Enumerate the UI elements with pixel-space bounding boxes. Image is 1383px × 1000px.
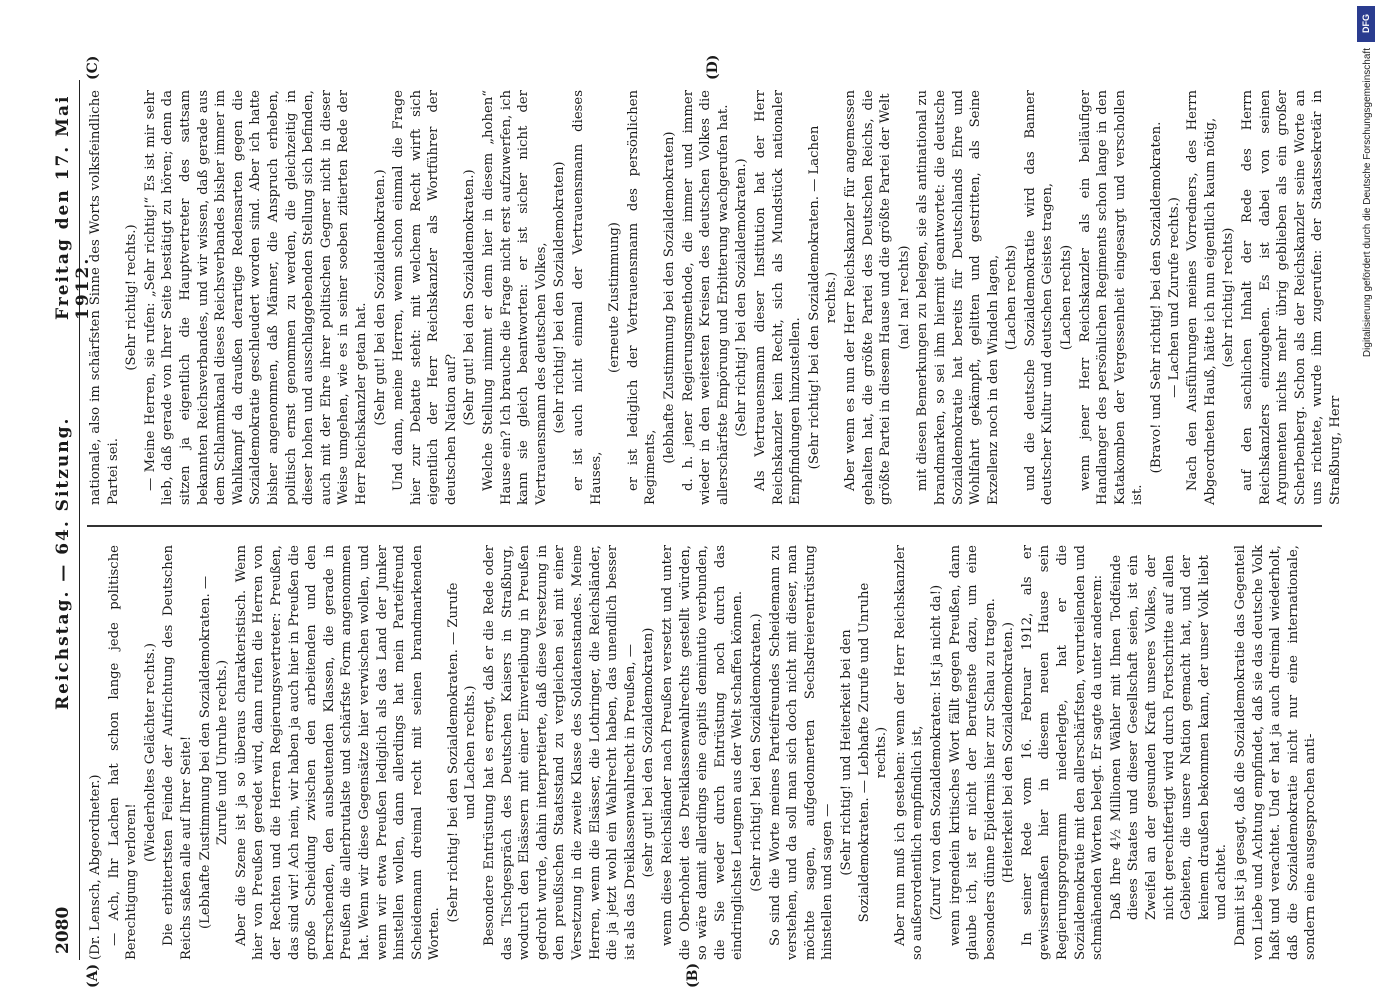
interjection: (Lachen rechts): [1059, 244, 1075, 351]
paragraph: mit diesen Bemerkungen zu belegen, sie als antinational zu brandmarken, so sei ihm hiermit geantwortet: die deutsche Sozialdemokratie hat bereits für Deutschlands Ehre und Wohlfahrt gekämpft, gelitten und gestritten, als Seine Exzellenz noch in den Windeln lagen,: [915, 90, 1001, 505]
header-date: Freitag den 17. Mai 1912.: [53, 94, 93, 320]
paragraph: wenn irgendein kritisches Wort fällt gegen Preußen, dann glaube ich, ist er nicht der Berufenste dazu, um eine besonders dünne Epidermis hier zur Schau zu tragen.: [947, 545, 998, 960]
interjection: (lebhafte Zustimmung bei den Sozialdemokraten): [662, 131, 677, 464]
paragraph: er ist lediglich der Vertrauensmann des persönlichen Regiments,: [625, 90, 659, 505]
paragraph: Nach den Ausführungen meines Vorredners, des Herrn Abgeordneten Hauß, hätte ich nun eigentlich kaum nötig,: [1185, 90, 1218, 505]
text-column-right: [87, 90, 1343, 505]
scan-sidebar: [1355, 0, 1379, 1000]
paragraph: Welche Stellung nimmt er denn hier in diesem „hohen“ Hause ein? Ich brauche die Frage nicht erst aufzuwerfen, ich kann sie gleich beantworten: er ist sicher nicht der Vertrauensmann des deutschen Volkes,: [481, 90, 549, 505]
paragraph: d. h. jener Regierungsmethode, die immer und immer wieder in den weitesten Kreisen des deutschen Volkes die allerschärfste Empörung und Erbitterung wachgerufen hat.: [680, 90, 731, 505]
paragraph: Damit ist ja gesagt, daß die Sozialdemokratie das Gegenteil von Liebe und Achtung empfindet, daß sie das deutsche Volk haßt und verachtet. Und er hat ja auch dreimal wiederholt, daß die Sozialdemokratie nicht nur eine internationale, sondern eine ausgesprochen anti-: [1233, 545, 1319, 960]
paragraph: und die deutsche Sozialdemokratie wird das Banner deutscher Kultur und deutschen Geistes tragen,: [1022, 90, 1056, 505]
paragraph: nationale, also im schärfsten Sinne des Worts volksfeindliche Partei sei.: [88, 90, 121, 505]
interjection: (sehr richtig! rechts): [1221, 227, 1237, 368]
paragraph: wenn diese Reichsländer nach Preußen versetzt und unter die Oberhoheit des Dreiklassenwahlrechts gestellt würden, so wäre damit allerdings eine capitis deminutio verbunden, die Sie weder durch Entrüstung noch durch das eindringlichste Leugnen aus der Welt schaffen können.: [660, 545, 746, 960]
paragraph: So sind die Worte meines Parteifreundes Scheidemann zu verstehen, und da soll man sich doch nicht mit dieser, man möchte sagen, aufgedonnerten Sechsdreierentrüstung hinstellen und sagen —: [767, 545, 836, 960]
quotation: Daß Ihre 4½ Millionen Wähler mit Ihnen Todfeinde dieses Staates und dieser Gesellschaft seien, ist ein Zweifel an der gesunden Kraft unseres Volkes, der nicht gerechtfertigt wird durch Fortschritte auf allen Gebieten, die unsere Nation gemacht hat, und der keinem draußen bekommen kann, der unser Volk liebt und achtet.: [1108, 555, 1230, 920]
paragraph: — Meine Herren, sie rufen: „Sehr richtig!“ Es ist mir sehr lieb, daß gerade von Ihrer Seite bestätigt zu hören; denn da sitzen ja eigentlich die Hauptvertreter des sattsam bekannten Reichsverbandes, und wir wissen, daß gerade aus dem Schlammkanal dieses Reichsverbandes bisher immer im Wahlkampf da draußen derartige Redensarten gegen die Sozialdemokratie geschleudert worden sind. Aber ich hatte bisher angenommen, daß Männer, die Anspruch erheben, politisch ernst genommen zu werden, die gleichzeitig in dieser hohen und ausschlaggebenden Stellung sich befinden, auch mit der Ehre ihrer politischen Gegner nicht in dieser Weise umgehen, wie es in seiner soeben zitierten Rede der Herr Reichskanzler getan hat.: [142, 90, 369, 505]
interjection: (Zuruf von den Sozialdemokraten: Ist ja nicht da!): [928, 584, 944, 921]
margin-marker-a: (A): [85, 963, 101, 988]
interjection: (Sehr richtig! und Heiterkeit bei den Sozialdemokraten. — Lebhafte Zurufe und Unruhe rechts.): [838, 582, 890, 923]
paragraph: Aber nun muß ich gestehen: wenn der Herr Reichskanzler so außerordentlich empfindlich ist,: [892, 545, 926, 960]
text-column-left: [87, 545, 1322, 960]
interjection: (Sehr richtig! bei den Sozialdemokraten. — Zurufe und Lachen rechts.): [445, 582, 479, 923]
paragraph: (Dr. Lensch, Abgeordneter.): [88, 774, 103, 960]
paragraph: Besondere Entrüstung hat es erregt, daß er die Rede oder das Tischgespräch des Deutschen Kaisers in Straßburg, wodurch den Elsässern mit einer Einverleibung in Preußen gedroht wurde, dahin interpretierte, daß diese Versetzung in den preußischen Staatsstand zu vergleichen sei mit einer Versetzung in die zweite Klasse des Soldatenstandes. Meine Herren, wenn die Elsässer, die Lothringer, die Reichsländer, die ja jetzt wohl ein Wahlrecht haben, das unendlich besser ist als das Dreiklassenwahlrecht in Preußen, —: [482, 545, 638, 960]
paragraph: Als Vertrauensmann dieser Institution hat der Herr Reichskanzler kein Recht, sich als Mundstück nationaler Empfindungen hinzustellen.: [752, 90, 804, 505]
funding-note: Digitalisierung gefördert durch die Deutsche Forschungsgemeinschaft: [1362, 48, 1373, 358]
interjection: (sehr gut! bei den Sozialdemokraten): [641, 627, 657, 878]
paragraph: er ist auch nicht einmal der Vertrauensmann dieses Hauses,: [571, 90, 604, 505]
interjection: (Bravo! und Sehr richtig! bei den Sozialdemokraten. — Lachen und Zurufe rechts.): [1149, 121, 1182, 474]
paragraph: Aber die Szene ist ja so überaus charakteristisch. Wenn hier von Preußen geredet wird, dann rufen die Herren von der Rechten und die Herren Regierungsvertreter: Preußen, das sind wir! Ach nein, wir haben ja auch hier in Preußen die große Scheidung zwischen den arbeitenden und den herrschenden, den ausbeutenden Klassen, die gerade in Preußen die allerbrutalste und schärfste Form angenommen hat. Wenn wir diese Gegensätze hier verwischen wollen, und wenn wir etwa Preußen lediglich als das Land der Junker hinstellen wollen, dann allerdings hat mein Parteifreund Scheidemann dreimal recht mit seinen brandmarkenden Worten.: [233, 545, 443, 960]
interjection: (Sehr gut! bei den Sozialdemokraten.): [462, 169, 478, 426]
interjection: (Sehr richtig! rechts.): [124, 224, 140, 371]
dfg-logo: DFG: [1357, 6, 1375, 42]
interjection: (Lachen rechts): [1004, 244, 1020, 351]
interjection: (sehr richtig! bei den Sozialdemokraten): [552, 161, 568, 434]
margin-marker-d: (D): [705, 54, 721, 80]
document-page: [45, 54, 1345, 988]
paragraph: — Ach, Ihr Lachen hat schon lange jede politische Berechtigung verloren!: [106, 545, 140, 960]
running-head: [45, 80, 93, 960]
paragraph: Und dann, meine Herren, wenn schon einmal die Frage hier zur Debatte steht: mit welchem Recht wirft sich eigentlich der Herr Reichskanzler als Wortführer der deutschen Nation auf?: [391, 90, 459, 505]
interjection: (na! na! rechts): [896, 245, 912, 350]
margin-marker-b: (B): [685, 962, 701, 988]
interjection: (Sehr richtig! bei den Sozialdemokraten. — Lachen rechts.): [806, 125, 840, 470]
interjection: (erneute Zustimmung): [607, 222, 623, 373]
paragraph: wenn jener Herr Reichskanzler als ein beiläufiger Handlanger des persönlichen Regiments schon lange in den Katakomben der Vergessenheit eingesargt und verschollen ist.: [1077, 90, 1146, 505]
paragraph: auf den sachlichen Inhalt der Rede des Herrn Reichskanzlers einzugehen. Es ist dabei von seinen Argumenten nichts mehr übrig geblieben als ein großer Scherbenberg. Schon als der Reichskanzler seine Worte an uns richtete, wurde ihm zugerufen: der Staatssekretär in Straßburg, Herr: [1240, 90, 1343, 505]
margin-marker-c: (C): [85, 55, 101, 80]
interjection: (Wiederholtes Gelächter rechts.): [142, 642, 158, 863]
page-number: 2080: [53, 906, 73, 954]
column-divider: [87, 526, 1322, 528]
interjection: (Lebhafte Zustimmung bei den Sozialdemokraten. — Zurufe und Unruhe rechts.): [197, 575, 231, 930]
interjection: (Sehr richtig! bei den Sozialdemokraten.): [734, 158, 750, 437]
header-session: Reichstag. — 64. Sitzung.: [53, 416, 73, 710]
interjection: (Sehr gut! bei den Sozialdemokraten.): [372, 169, 388, 426]
interjection: (Sehr richtig! bei den Sozialdemokraten.): [748, 613, 764, 892]
interjection: (Heiterkeit bei den Sozialdemokraten.): [1001, 621, 1017, 884]
paragraph: In seiner Rede vom 16. Februar 1912, als er gewissermaßen hier in diesem neuen Hause sein Regierungsprogramm niederlegte, hat er die Sozialdemokratie mit den allerschärfsten, verurteilenden und schmähenden Worten belegt. Er sagte da unter anderem:: [1019, 545, 1106, 960]
paragraph: Die erbittertsten Feinde der Aufrichtung des Deutschen Reichs saßen alle auf Ihrer Seite!: [161, 545, 194, 960]
paragraph: Aber wenn es nun der Herr Reichskanzler für angemessen gehalten hat, die größte Partei des Deutschen Reichs, die größte Partei in diesem Hause und die größte Partei der Welt: [842, 90, 894, 505]
